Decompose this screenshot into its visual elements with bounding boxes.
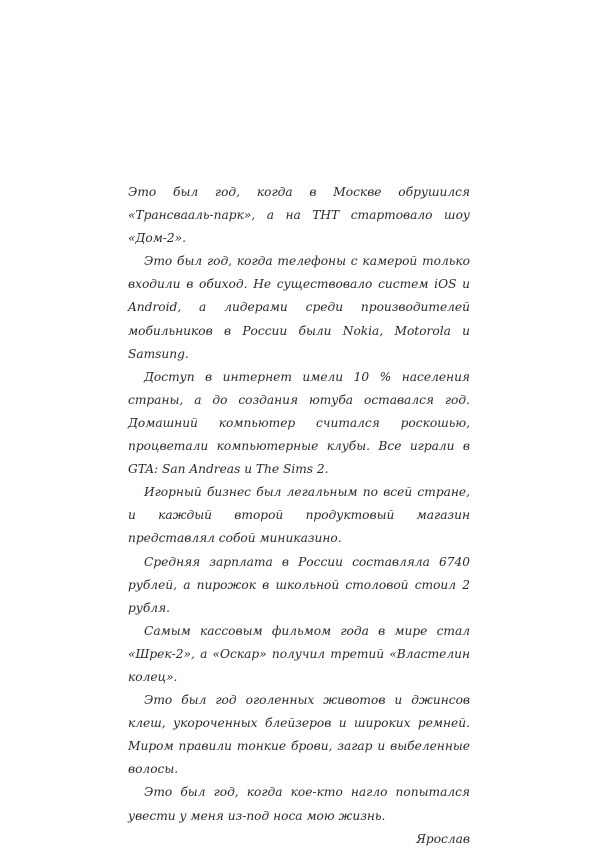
text-block [128, 181, 470, 851]
paragraph-7: Это был год оголенных животов и джинсов клеш, укороченных блейзеров и широких ремней. Миром правили тонкие брови, загар и выбеленные волосы. [128, 693, 470, 777]
paragraph-1: Это был год, когда в Москве обрушился «Трансвааль-парк», а на ТНТ стартовало шоу «Дом-2». [128, 185, 470, 246]
paragraph-4: Игорный бизнес был легальным по всей стране, и каждый второй продуктовый магазин представлял собой миниказино. [128, 485, 470, 546]
paragraph-6: Самым кассовым фильмом года в мире стал «Шрек-2», а «Оскар» получил третий «Властелин колец». [128, 623, 470, 684]
paragraph-2: Это был год, когда телефоны с камерой только входили в обиход. Не существовало систем iOS и Android, а лидерами среди производителей мобильников в России были Nokia, Motorola и Samsung. [128, 254, 470, 361]
paragraph-8: Это был год, когда кое-кто нагло попытался увести у меня из-под носа мою жизнь. [128, 785, 470, 823]
paragraph-3: Доступ в интернет имели 10 % населения страны, а до создания ютуба оставался год. Домашний компьютер считался роскошью, процветали компьютерные клубы. Все играли в GTA: San Andreas и The Sims 2. [128, 369, 470, 477]
paragraph-5: Средняя зарплата в России составляла 6740 рублей, а пирожок в школьной столовой стоил 2 рубля. [128, 554, 470, 615]
signature: Ярослав [416, 831, 470, 846]
